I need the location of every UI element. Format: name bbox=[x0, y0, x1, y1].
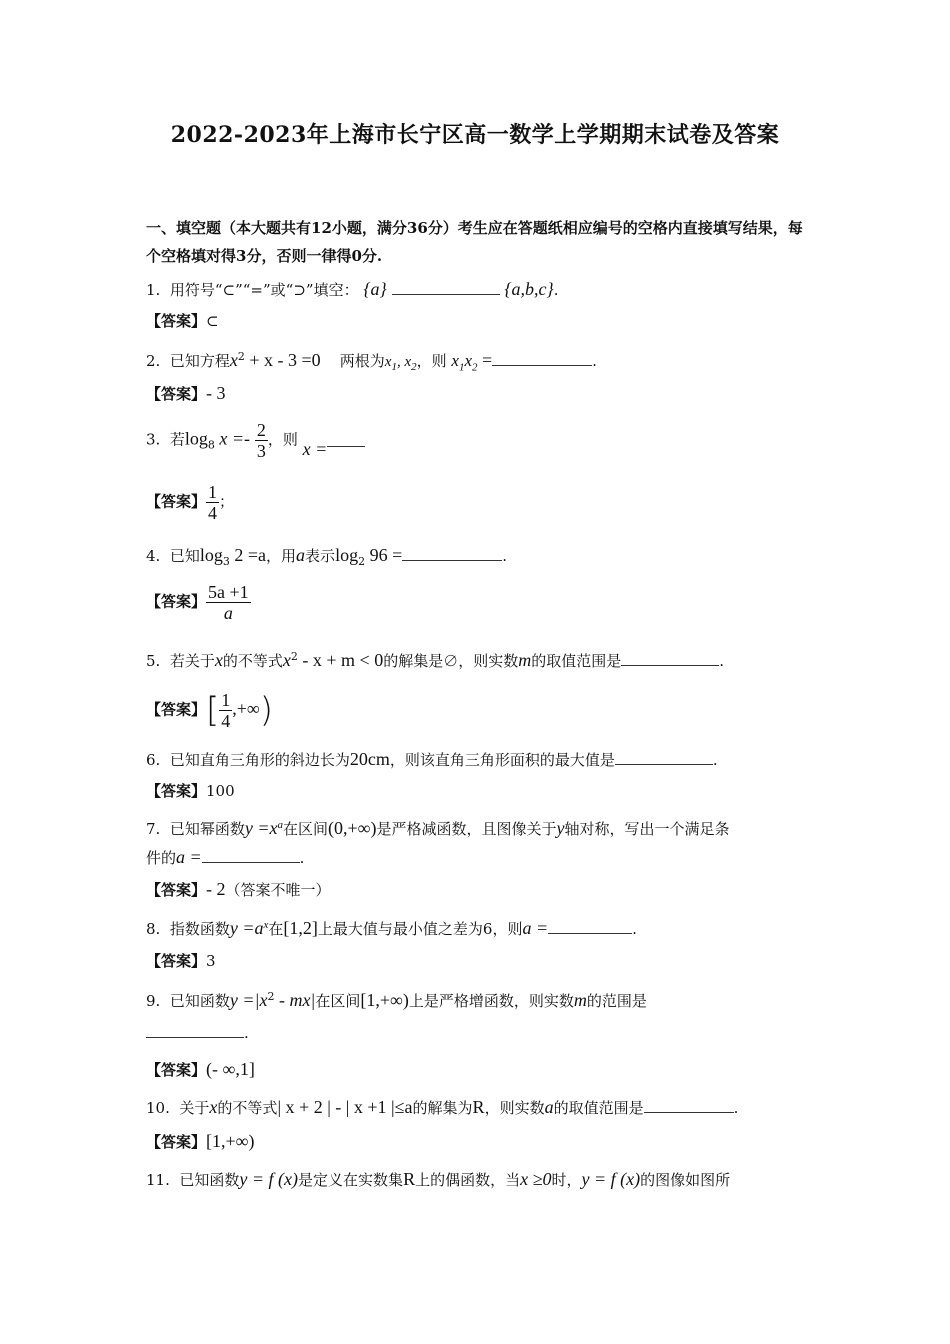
fraction: $\frac{1}{4}$ bbox=[221, 690, 231, 731]
question-9-line-2: . bbox=[146, 1022, 249, 1044]
answer-blank bbox=[615, 750, 713, 765]
question-7: 7. 已知幂函数$y =x^a$在区间(0,+∞)是严格减函数，且图像关于y轴对称，写出一个满足条 bbox=[146, 818, 730, 838]
answer-blank bbox=[392, 280, 500, 295]
question-3: 3. 若$\log_8 x$ =- $\frac{2}{3}$ ，则 x = bbox=[146, 420, 365, 461]
answer-blank bbox=[548, 919, 632, 934]
section-heading: 一、填空题（本大题共有12小题，满分36分）考生应在答题纸相应编号的空格内直接填写结果，每个空格填对得3分，否则一律得0分. bbox=[146, 219, 803, 265]
answer-7: 【答案】- 2（答案不唯一） bbox=[146, 879, 331, 899]
answer-1: 【答案】⊂ bbox=[146, 312, 219, 330]
answer-blank bbox=[202, 848, 300, 863]
fraction: $\frac{2}{3}$ bbox=[256, 420, 266, 461]
answer-blank bbox=[327, 432, 365, 447]
answer-6: 【答案】100 bbox=[146, 782, 235, 800]
question-10: 10. 关于x的不等式| x + 2 | - | x +1 |≤a的解集为R，则实数a的取值范围是 . bbox=[146, 1097, 739, 1117]
answer-5: 【答案】[ $\frac{1}{4}$ ,+∞) bbox=[146, 690, 274, 731]
question-5: 5. 若关于x的不等式$x^2 - x + m < 0$的解集是∅，则实数m的取值范围是 . bbox=[146, 650, 725, 670]
answer-blank bbox=[644, 1098, 734, 1113]
question-1: 1. 用符号“⊂”“=”或“⊃”填空： {a} {a,b,c}. bbox=[146, 279, 559, 299]
page-title: 2022-2023年上海市长宁区高一数学上学期期末试卷及答案 bbox=[170, 122, 780, 148]
fraction: $\frac{1}{4}$ bbox=[208, 482, 218, 523]
question-6: 6. 已知直角三角形的斜边长为20cm，则该直角三角形面积的最大值是 . bbox=[146, 749, 718, 769]
question-9: 9. 已知函数$y =|x^2 - mx|$在区间[1,+∞)上是严格增函数，则实数m的范围是 bbox=[146, 990, 647, 1010]
answer-blank bbox=[621, 651, 719, 666]
fraction: $\frac{5a +1}{a}$ bbox=[208, 582, 249, 623]
answer-10: 【答案】[1,+∞) bbox=[146, 1131, 255, 1151]
answer-blank bbox=[492, 351, 592, 366]
question-2: 2. 已知方程$x^2 + x - 3 =0$ 两根为$x_1$, $x_2$，则 $x_1x_2$ = . bbox=[146, 350, 597, 374]
question-11: 11. 已知函数y = f (x)是定义在实数集R上的偶函数，当x ≥0时，y = f (x)的图像如图所 bbox=[146, 1169, 731, 1189]
answer-8: 【答案】3 bbox=[146, 952, 216, 970]
answer-blank bbox=[146, 1023, 244, 1038]
answer-3: 【答案】 $\frac{1}{4}$ ； bbox=[146, 482, 235, 523]
question-4: 4. 已知$\log_3 2 =a$，用a表示$\log_2 96$ = . bbox=[146, 545, 508, 568]
question-7-line-2: 件的a = . bbox=[146, 847, 305, 867]
question-8: 8. 指数函数$y =a^x$在[1,2]上最大值与最小值之差为6，则a = . bbox=[146, 918, 637, 938]
answer-2: 【答案】- 3 bbox=[146, 383, 226, 403]
answer-9: 【答案】(- ∞,1] bbox=[146, 1059, 255, 1079]
answer-4: 【答案】 $\frac{5a +1}{a}$ bbox=[146, 582, 249, 623]
answer-blank bbox=[402, 546, 502, 561]
